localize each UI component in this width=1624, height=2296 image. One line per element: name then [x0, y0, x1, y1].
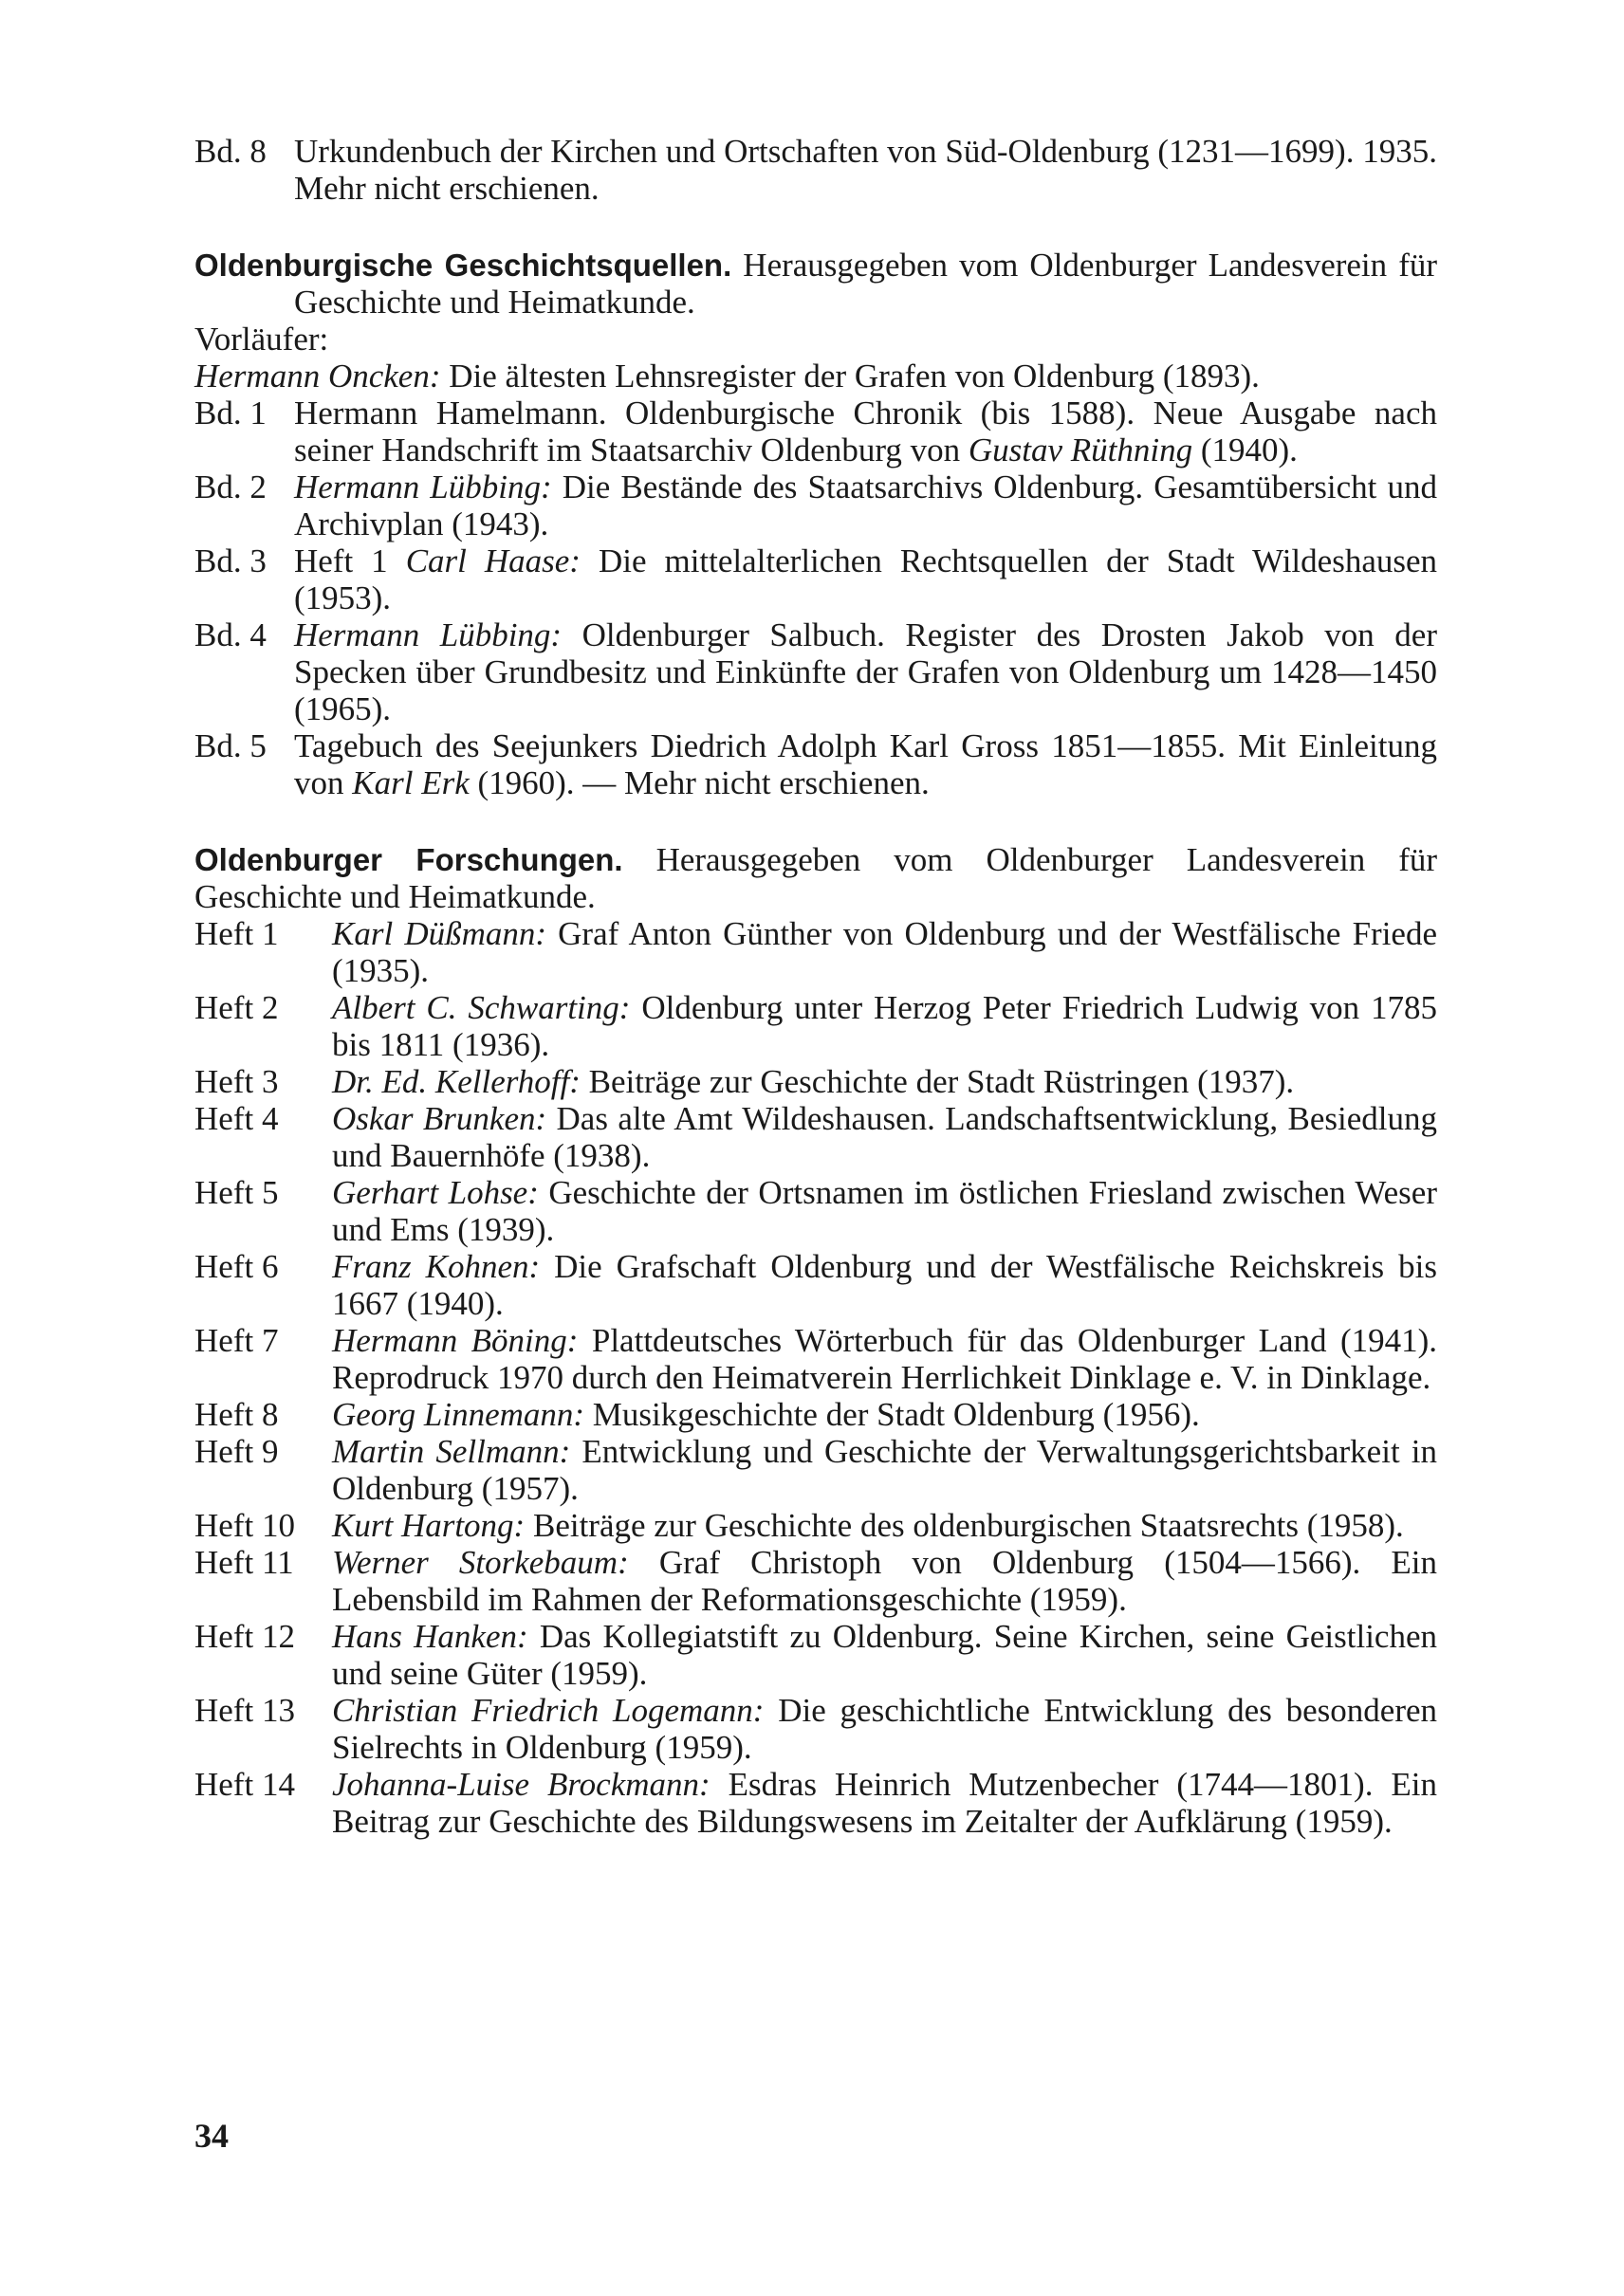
vorlaeufer-label: Vorläufer: [194, 321, 329, 358]
entry-label: Bd. 1 [194, 395, 267, 432]
entry-label: Bd. 8 [194, 133, 267, 170]
entry-author: Werner Storkebaum: [332, 1544, 629, 1581]
entry-text: Beiträge zur Geschichte des oldenburgischen Staatsrechts (1958). [525, 1507, 1404, 1544]
entry-text: Oldenburger Salbuch. Register des Drosten Jakob von der Specken über Grundbesitz und Einkünfte der Grafen von Oldenburg um 1428—1450 (1965). [294, 616, 1437, 727]
entry-text: Oldenburg unter Herzog Peter Friedrich Ludwig von 1785 bis 1811 (1936). [332, 989, 1437, 1063]
entry-label: Heft 13 [194, 1692, 295, 1729]
entry-body [294, 395, 1437, 468]
entry-label: Heft 9 [194, 1433, 279, 1470]
list-item [194, 915, 1437, 989]
list-item [194, 1248, 1437, 1322]
entry-body [294, 616, 1437, 727]
list-item [194, 1618, 1437, 1692]
list-item [194, 727, 1437, 801]
entry-text: Plattdeutsches Wörterbuch für das Oldenburger Land (1941). Reprodruck 1970 durch den Heimatverein Herrlichkeit Dinklage e. V. in Dinklage. [332, 1322, 1438, 1396]
entry-editor: Gustav Rüthning [968, 432, 1193, 468]
entry-prefix: Hermann Hamelmann. Oldenburgische Chronik (bis 1588). Neue Ausgabe nach seiner Handschrift im Staatsarchiv Oldenburg von [294, 395, 1437, 468]
series-heading-geschichtsquellen [194, 247, 1437, 321]
entry-body [332, 1174, 1437, 1248]
entry-body [332, 1063, 1437, 1100]
entry-author: Kurt Hartong: [332, 1507, 526, 1544]
entry-text: Graf Anton Günther von Oldenburg und der Westfälische Friede (1935). [332, 915, 1437, 989]
entry-text: Esdras Heinrich Mutzenbecher (1744—1801). Ein Beitrag zur Geschichte des Bildungswesens im Zeitalter der Aufklärung (1959). [332, 1766, 1437, 1840]
series-description: Herausgegeben vom Oldenburger Landesverein für Geschichte und Heimatkunde. [294, 247, 1437, 321]
entry-label: Heft 14 [194, 1766, 295, 1803]
series-description: Herausgegeben vom Oldenburger Landesverein für Geschichte und Heimatkunde. [194, 841, 1438, 915]
entry-author: Hans Hanken: [332, 1618, 528, 1655]
page-content [194, 133, 1437, 1840]
entry-author: Johanna-Luise Brockmann: [332, 1766, 710, 1803]
entry-label: Bd. 2 [194, 468, 267, 505]
list-item [194, 1766, 1437, 1840]
entry-body [294, 542, 1437, 616]
list-item [194, 616, 1437, 727]
vorlaeufer-entry [194, 358, 1437, 395]
list-item [194, 989, 1437, 1063]
entry-label: Heft 5 [194, 1174, 279, 1211]
entry-body [294, 727, 1437, 801]
list-item [194, 1433, 1437, 1507]
list-item [194, 1063, 1437, 1100]
entry-label: Bd. 5 [194, 727, 267, 764]
series-heading-forschungen [194, 841, 1437, 915]
list-item [194, 1507, 1437, 1544]
entry-author: Gerhart Lohse: [332, 1174, 539, 1211]
entry-label: Heft 10 [194, 1507, 295, 1544]
entry-author: Albert C. Schwarting: [332, 989, 631, 1026]
entry-body [332, 1322, 1437, 1396]
page-number: 34 [194, 2117, 229, 2155]
entry-label: Bd. 3 [194, 542, 267, 579]
entry-text: Die mittelalterlichen Rechtsquellen der Stadt Wildeshausen (1953). [294, 542, 1438, 616]
list-item [194, 468, 1437, 542]
entry-text: Die Grafschaft Oldenburg und der Westfälische Reichskreis bis 1667 (1940). [332, 1248, 1438, 1322]
entry-text: (1940). [1192, 432, 1298, 468]
list-item [194, 1322, 1437, 1396]
entry-prefix: Heft 1 [294, 542, 406, 579]
series-title: Oldenburgische Geschichtsquellen. [194, 248, 732, 283]
entry-author: Carl Haase: [405, 542, 581, 579]
entry-label: Heft 8 [194, 1396, 279, 1433]
entry-body [332, 989, 1437, 1063]
list-item [194, 1100, 1437, 1174]
entry-body [332, 1766, 1437, 1840]
entry-body [294, 468, 1437, 542]
forschungen-list [194, 915, 1437, 1840]
entry-body [332, 1618, 1437, 1692]
entry-label: Heft 1 [194, 915, 279, 952]
entry-author: Hermann Oncken: [194, 358, 441, 395]
list-item [194, 1396, 1437, 1433]
entry-text: Das alte Amt Wildeshausen. Landschaftsentwicklung, Besiedlung und Bauernhöfe (1938). [332, 1100, 1438, 1174]
entry-editor: Karl Erk [352, 764, 470, 801]
entry-label: Heft 2 [194, 989, 279, 1026]
entry-text: (1960). — Mehr nicht erschienen. [469, 764, 930, 801]
entry-text: Entwicklung und Geschichte der Verwaltungsgerichtsbarkeit in Oldenburg (1957). [332, 1433, 1438, 1507]
entry-bd8 [194, 133, 1437, 207]
series-title: Oldenburger Forschungen. [194, 842, 623, 877]
entry-text: Das Kollegiatstift zu Oldenburg. Seine Kirchen, seine Geistlichen und seine Güter (1959). [332, 1618, 1437, 1692]
entry-author: Hermann Lübbing: [294, 616, 563, 653]
entry-text: Urkundenbuch der Kirchen und Ortschaften von Süd-Oldenburg (1231—1699). 1935. Mehr nicht erschienen. [294, 133, 1437, 207]
list-item [194, 1544, 1437, 1618]
entry-text: Geschichte der Ortsnamen im östlichen Friesland zwischen Weser und Ems (1939). [332, 1174, 1437, 1248]
entry-text: Die ältesten Lehnsregister der Grafen von Oldenburg (1893). [440, 358, 1260, 395]
entry-author: Dr. Ed. Kellerhoff: [332, 1063, 581, 1100]
entry-body [332, 1433, 1437, 1507]
list-item [194, 395, 1437, 468]
entry-author: Christian Friedrich Logemann: [332, 1692, 765, 1729]
entry-text: Beiträge zur Geschichte der Stadt Rüstringen (1937). [580, 1063, 1295, 1100]
entry-author: Hermann Böning: [332, 1322, 579, 1359]
entry-author: Martin Sellmann: [332, 1433, 571, 1470]
entry-body [332, 1544, 1437, 1618]
entry-label: Heft 11 [194, 1544, 294, 1581]
list-item [194, 1692, 1437, 1766]
entry-prefix: Tagebuch des Seejunkers Diedrich Adolph Karl Gross 1851—1855. Mit Einleitung von [294, 727, 1437, 801]
geschichtsquellen-list [194, 395, 1437, 801]
entry-text: Musikgeschichte der Stadt Oldenburg (1956). [584, 1396, 1200, 1433]
list-item [194, 542, 1437, 616]
entry-label: Heft 7 [194, 1322, 279, 1359]
entry-author: Georg Linnemann: [332, 1396, 585, 1433]
entry-author: Franz Kohnen: [332, 1248, 541, 1285]
entry-body [332, 1248, 1437, 1322]
entry-author: Karl Düßmann: [332, 915, 547, 952]
entry-body [332, 1692, 1437, 1766]
entry-label: Heft 4 [194, 1100, 279, 1137]
entry-author: Oskar Brunken: [332, 1100, 547, 1137]
entry-label: Bd. 4 [194, 616, 267, 653]
entry-author: Hermann Lübbing: [294, 468, 552, 505]
entry-text: Die Bestände des Staatsarchivs Oldenburg. Gesamtübersicht und Archivplan (1943). [294, 468, 1437, 542]
entry-body [332, 1396, 1437, 1433]
list-item [194, 1174, 1437, 1248]
entry-body [332, 1100, 1437, 1174]
entry-label: Heft 6 [194, 1248, 279, 1285]
entry-text: Die geschichtliche Entwicklung des besonderen Sielrechts in Oldenburg (1959). [332, 1692, 1438, 1766]
entry-body [332, 915, 1437, 989]
entry-label: Heft 3 [194, 1063, 279, 1100]
entry-body [332, 1507, 1437, 1544]
entry-label: Heft 12 [194, 1618, 295, 1655]
entry-text: Graf Christoph von Oldenburg (1504—1566). Ein Lebensbild im Rahmen der Reformationsgeschichte (1959). [332, 1544, 1437, 1618]
